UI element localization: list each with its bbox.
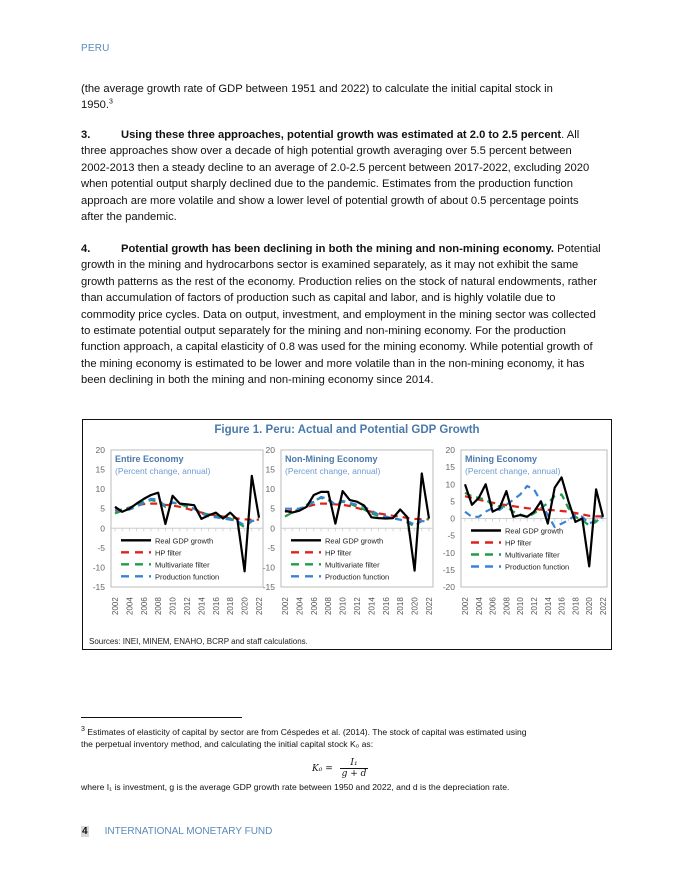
paragraph-4 — [81, 241, 601, 389]
paragraph-body: . All three approaches show over a decade of high potential growth averaging over 5.5 percent between 2002-2013 then a steady decline to an average of 2.0-2.5 percent between 2017-2022, excluding 2020 when potential output sharply declined due to the pandemic. Estimates from the production function approach are more volatile and show a lower level of potential growth of about 0.5 percentage points after the pandemic. — [81, 129, 590, 224]
x-tick-label: 2018 — [571, 597, 581, 615]
footer-org: INTERNATIONAL MONETARY FUND — [104, 826, 273, 837]
formula-lhs: K₀ = — [312, 764, 333, 774]
legend-label: HP filter — [325, 548, 352, 558]
formula-fraction — [340, 758, 369, 779]
y-tick-label: -15 — [442, 564, 455, 575]
formula-denominator: g + d — [341, 769, 367, 779]
x-tick-label: 2014 — [197, 597, 207, 615]
footnote-marker: 3 — [81, 726, 85, 734]
x-tick-label: 2020 — [410, 597, 420, 615]
x-tick-label: 2014 — [367, 597, 377, 615]
chart-panels — [83, 420, 613, 651]
page-number: 4 — [82, 826, 88, 837]
chart-subtitle: (Percent change, annual) — [115, 466, 211, 476]
x-tick-label: 2010 — [168, 597, 178, 615]
y-tick-label: -15 — [92, 582, 105, 592]
x-tick-label: 2018 — [226, 597, 236, 615]
y-tick-label: -5 — [97, 542, 105, 553]
x-tick-label: 2006 — [139, 597, 149, 615]
footnote-text: Estimates of elasticity of capital by sector are from Céspedes et al. (2014). The stock of capital was estimated using — [84, 727, 527, 737]
x-tick-label: 2022 — [255, 597, 264, 615]
y-tick-label: -10 — [92, 562, 105, 573]
paragraph-lead: Using these three approaches, potential growth was estimated at 2.0 to 2.5 percent — [121, 129, 562, 141]
x-tick-label: 2020 — [585, 597, 595, 615]
running-header: PERU — [81, 43, 110, 54]
chart-title: Non-Mining Economy — [285, 454, 378, 464]
paragraph-text: (the average growth rate of GDP between 1951 and 2022) to calculate the initial capital stock in — [81, 83, 553, 95]
chart-title: Entire Economy — [115, 454, 184, 464]
x-tick-label: 2016 — [557, 597, 567, 615]
legend-label: Production function — [155, 572, 220, 582]
footnote-divider — [81, 717, 242, 718]
x-tick-label: 2002 — [111, 597, 120, 615]
legend-label: Multivariate filter — [325, 560, 380, 570]
legend-label: Real GDP growth — [155, 536, 214, 546]
x-tick-label: 2004 — [474, 597, 484, 615]
x-tick-label: 2006 — [309, 597, 319, 615]
x-tick-label: 2016 — [211, 597, 221, 615]
x-tick-label: 2002 — [461, 597, 470, 615]
paragraph-body: Potential growth in the mining and hydrocarbons sector is examined separately, as it may not exhibit the same growth patterns as the rest of the economy. Production relies on the stock of natural endowments, rather than accumulation of factors of production such as capital and labor, and is highly volatile due to commodity price cycles. Data on output, investment, and employment in the mining sector was collected to estimate potential output separately for the mining and non-mining economy. For the production function approach, a capital elasticity of 0.8 was used for the mining economy. While potential growth of the mining economy is estimated to be lower and more volatile than in the non-mining economy, it has been declining in both the mining and non-mining economy since 2014. — [81, 243, 601, 387]
chart-panel-mining-economy — [443, 445, 608, 615]
x-tick-label: 2004 — [295, 597, 305, 615]
paragraph-number: 3. — [81, 129, 91, 141]
y-tick-label: -15 — [262, 582, 275, 592]
y-tick-label: 15 — [445, 462, 455, 473]
figure-source: Sources: INEI, MINEM, ENAHO, BCRP and staff calculations. — [89, 637, 308, 646]
legend-label: Real GDP growth — [325, 536, 384, 546]
x-tick-label: 2008 — [502, 597, 512, 615]
paragraph-text: 1950. — [81, 99, 109, 112]
x-tick-label: 2012 — [530, 597, 539, 615]
y-tick-label: 15 — [265, 464, 275, 475]
footnote-text: where I₁ is investment, g is the average GDP growth rate between 1950 and 2022, and d is the depreciation rate. — [81, 782, 510, 792]
x-tick-label: 2018 — [396, 597, 406, 615]
legend-label: Production function — [325, 572, 390, 582]
paragraph-lead: Potential growth has been declining in both the mining and non-mining economy. — [121, 243, 554, 255]
x-tick-label: 2022 — [599, 597, 608, 615]
legend-label: Multivariate filter — [155, 560, 210, 570]
y-tick-label: 5 — [450, 496, 455, 507]
chart-subtitle: (Percent change, annual) — [285, 466, 381, 476]
figure-1 — [82, 419, 612, 650]
x-tick-label: 2010 — [516, 597, 526, 615]
chart-panel-non-mining-economy — [263, 445, 434, 615]
figure-title: Figure 1. Peru: Actual and Potential GDP Growth — [214, 424, 480, 436]
x-tick-label: 2002 — [281, 597, 290, 615]
y-tick-label: -5 — [447, 530, 455, 541]
legend-label: HP filter — [155, 548, 182, 558]
x-tick-label: 2020 — [240, 597, 250, 615]
x-tick-label: 2008 — [324, 597, 334, 615]
chart-title: Mining Economy — [465, 454, 537, 464]
footnote-ref[interactable]: 3 — [109, 98, 113, 106]
x-tick-label: 2008 — [154, 597, 164, 615]
page-footer — [81, 826, 272, 837]
footnote-text: the perpetual inventory method, and calculating the initial capital stock K₀ as: — [81, 739, 374, 749]
x-tick-label: 2010 — [338, 597, 348, 615]
y-tick-label: 20 — [445, 445, 455, 455]
y-tick-label: -10 — [262, 562, 275, 573]
y-tick-label: 0 — [100, 523, 105, 534]
y-tick-label: 10 — [95, 484, 105, 495]
y-tick-label: 0 — [450, 513, 455, 524]
paragraph-3 — [81, 127, 601, 225]
y-tick-label: 0 — [270, 523, 275, 534]
y-tick-label: -10 — [442, 547, 455, 558]
paragraph-number: 4. — [81, 243, 91, 255]
formula-numerator: I₁ — [340, 758, 369, 769]
chart-subtitle: (Percent change, annual) — [465, 466, 561, 476]
y-tick-label: -5 — [267, 542, 275, 553]
y-tick-label: 10 — [445, 479, 455, 490]
legend-label: Real GDP growth — [505, 526, 564, 536]
x-tick-label: 2014 — [543, 597, 553, 615]
paragraph-continued — [81, 81, 601, 114]
x-tick-label: 2012 — [353, 597, 362, 615]
y-tick-label: 10 — [265, 484, 275, 495]
series-line-real-gdp-growth — [115, 476, 259, 572]
y-tick-label: 15 — [95, 464, 105, 475]
chart-panel-entire-economy — [93, 445, 264, 615]
x-tick-label: 2004 — [125, 597, 135, 615]
legend-label: HP filter — [505, 538, 532, 548]
x-tick-label: 2022 — [425, 597, 434, 615]
y-tick-label: -20 — [442, 582, 455, 592]
capital-stock-formula — [312, 758, 368, 779]
legend-label: Multivariate filter — [505, 550, 560, 560]
y-tick-label: 5 — [100, 503, 105, 514]
x-tick-label: 2006 — [488, 597, 498, 615]
footnote-3 — [81, 726, 601, 750]
y-tick-label: 20 — [265, 445, 275, 455]
y-tick-label: 20 — [95, 445, 105, 455]
y-tick-label: 5 — [270, 503, 275, 514]
footnote-continuation — [81, 781, 601, 793]
x-tick-label: 2016 — [381, 597, 391, 615]
legend-label: Production function — [505, 562, 570, 572]
x-tick-label: 2012 — [183, 597, 192, 615]
series-line-real-gdp-growth — [285, 474, 429, 571]
